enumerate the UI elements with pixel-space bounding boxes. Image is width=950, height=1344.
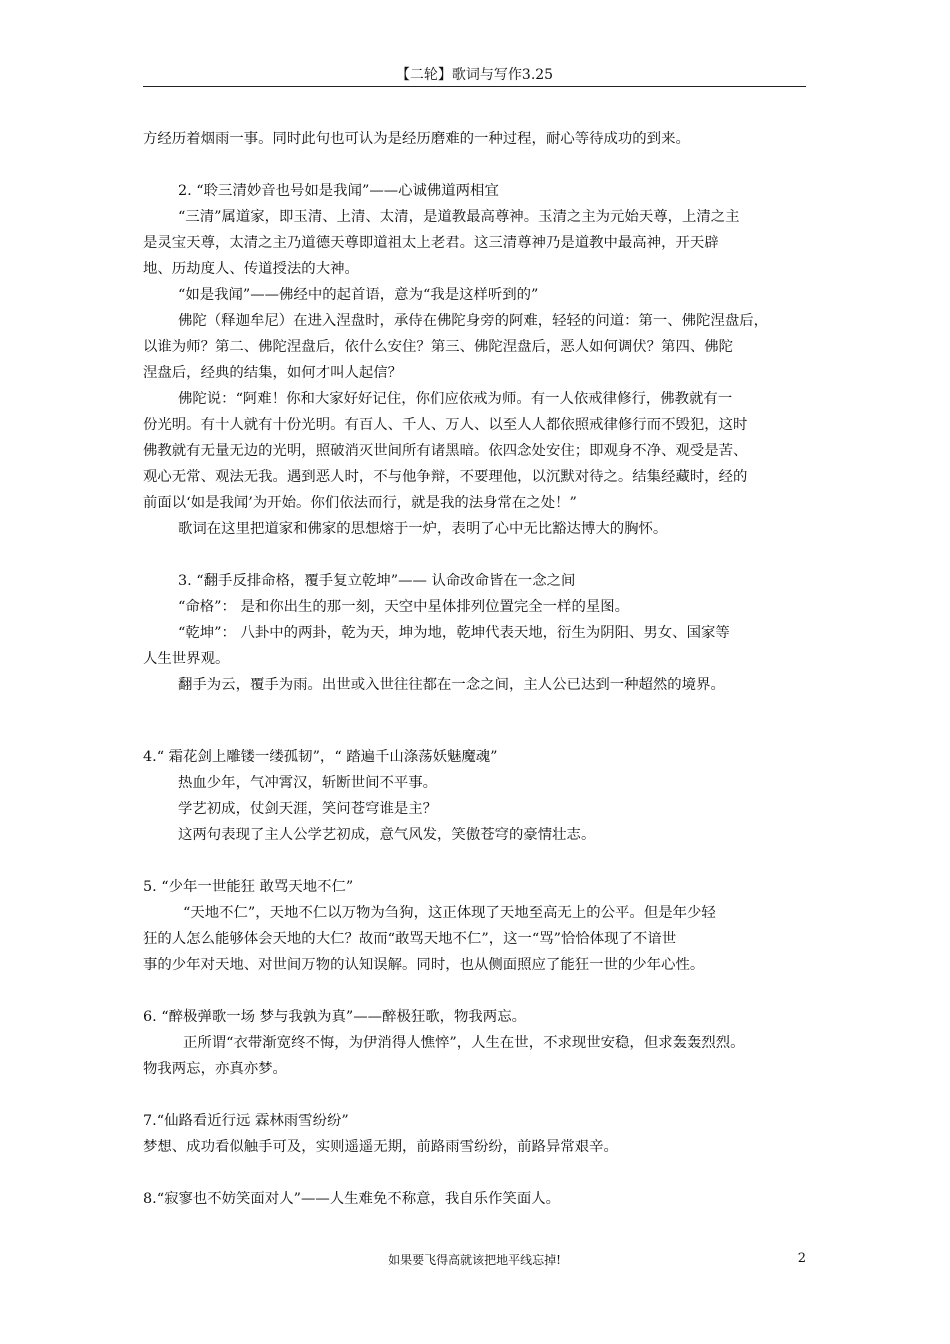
section-heading-6: 6. “醉极弹歌一场 梦与我孰为真”——醉极狂歌，物我两忘。: [143, 1009, 526, 1025]
paragraph-line: 方经历着烟雨一事。同时此句也可认为是经历磨难的一种过程，耐心等待成功的到来。: [143, 131, 690, 147]
paragraph-line: 佛陀说：“阿难！你和大家好好记住，你们应依戒为师。有一人依戒律修行，佛教就有一: [178, 391, 733, 407]
section-heading-8: 8.“寂寥也不妨笑面对人”——人生难免不称意，我自乐作笑面人。: [143, 1191, 560, 1207]
paragraph-line: 热血少年，气冲霄汉，斩断世间不平事。: [178, 775, 438, 791]
paragraph-line: 前面以‘如是我闻’为开始。你们依法而行，就是我的法身常在之处！”: [143, 495, 577, 511]
paragraph-line: 地、历劫度人、传道授法的大神。: [143, 261, 359, 277]
paragraph-line: 这两句表现了主人公学艺初成，意气风发，笑傲苍穹的豪情壮志。: [178, 827, 596, 843]
paragraph-line: 观心无常、观法无我。遇到恶人时，不与他争辩，不要理他，以沉默对待之。结集经藏时，经的: [143, 469, 748, 485]
paragraph-line: 以谁为师？第二、佛陀涅盘后，依什么安住？第三、佛陀涅盘后，恶人如何调伏？第四、佛陀: [143, 339, 734, 355]
page-header: 【二轮】歌词与写作3.25: [395, 67, 554, 83]
paragraph-line: “命格”： 是和你出生的那一刻，天空中星体排列位置完全一样的星图。: [178, 599, 630, 615]
paragraph-line: 正所谓“衣带渐宽终不悔，为伊消得人憔悴”，人生在世，不求现世安稳，但求轰轰烈烈。: [183, 1035, 745, 1051]
paragraph-line: 狂的人怎么能够体会天地的大仁？故而“敢骂天地不仁”，这一“骂”恰恰体现了不谙世: [143, 931, 677, 947]
section-heading-7: 7.“仙路看近行远 霖林雨雪纷纷”: [143, 1113, 349, 1129]
section-heading-3: 3. “翻手反排命格，覆手复立乾坤”—— 认命改命皆在一念之间: [178, 573, 576, 589]
document-body: [143, 126, 808, 1212]
paragraph-line: 歌词在这里把道家和佛家的思想熔于一炉，表明了心中无比豁达博大的胸怀。: [178, 521, 668, 537]
paragraph-line: 物我两忘，亦真亦梦。: [143, 1061, 287, 1077]
paragraph-line: “如是我闻”——佛经中的起首语，意为“我是这样听到的”: [178, 287, 539, 303]
paragraph-line: “乾坤”： 八卦中的两卦，乾为天，坤为地，乾坤代表天地，衍生为阴阳、男女、国家等: [178, 625, 730, 641]
section-heading-2: 2. “聆三清妙音也号如是我闻”——心诚佛道两相宜: [178, 183, 499, 199]
footer-motto: 如果要飞得高就该把地平线忘掉!: [388, 1253, 561, 1267]
paragraph-line: 翻手为云，覆手为雨。出世或入世往往都在一念之间，主人公已达到一种超然的境界。: [178, 677, 725, 693]
paragraph-line: 事的少年对天地、对世间万物的认知误解。同时，也从侧面照应了能狂一世的少年心性。: [143, 957, 705, 973]
paragraph-line: 佛教就有无量无边的光明，照破消灭世间所有诸黑暗。依四念处安住；即观身不净、观受是苦、: [143, 443, 748, 459]
paragraph-line: 梦想、成功看似触手可及，实则遥遥无期，前路雨雪纷纷，前路异常艰辛。: [143, 1139, 618, 1155]
paragraph-line: “天地不仁”，天地不仁以万物为刍狗，这正体现了天地至高无上的公平。但是年少轻: [183, 905, 716, 921]
page-number: 2: [797, 1251, 806, 1266]
section-heading-4: 4.“ 霜花剑上雕镂一缕孤韧”，“ 踏遍千山涤荡妖魅魔魂”: [143, 749, 498, 765]
paragraph-line: 涅盘后，经典的结集，如何才叫人起信？: [143, 365, 403, 381]
paragraph-line: 学艺初成，仗剑天涯，笑问苍穹谁是主？: [178, 801, 438, 817]
header-divider: [143, 86, 806, 87]
paragraph-line: 份光明。有十人就有十份光明。有百人、千人、万人、以至人人都依照戒律修行而不毁犯，这时: [143, 417, 748, 433]
section-heading-5: 5. “少年一世能狂 敢骂天地不仁”: [143, 879, 354, 895]
paragraph-line: 人生世界观。: [143, 651, 230, 667]
paragraph-line: “三清”属道家，即玉清、上清、太清，是道教最高尊神。玉清之主为元始天尊，上清之主: [178, 209, 740, 225]
paragraph-line: 是灵宝天尊，太清之主乃道德天尊即道祖太上老君。这三清尊神乃是道教中最高神，开天辟: [143, 235, 719, 251]
paragraph-line: 佛陀（释迦牟尼）在进入涅盘时，承侍在佛陀身旁的阿难，轻轻的问道：第一、佛陀涅盘后，: [178, 313, 769, 329]
